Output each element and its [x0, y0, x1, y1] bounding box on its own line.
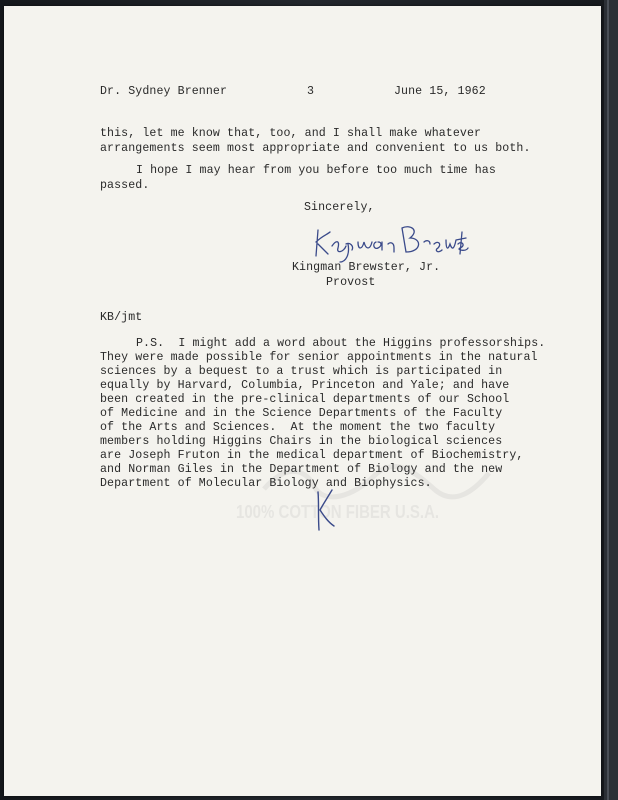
postscript-initial-handwritten: [310, 486, 340, 536]
postscript-line: of Medicine and in the Science Departments of the Faculty: [100, 407, 503, 420]
paper-watermark: 100% COTTON FIBER U.S.A.: [236, 502, 440, 523]
letter-page: [4, 6, 601, 796]
signature: [310, 222, 470, 264]
body-line: arrangements seem most appropriate and convenient to us both.: [100, 142, 531, 155]
scan-edge-strip: [604, 0, 618, 800]
signer-name: Kingman Brewster, Jr.: [292, 261, 441, 274]
body-line: I hope I may hear from you before too much time has: [136, 164, 496, 177]
header-recipient: Dr. Sydney Brenner: [100, 85, 228, 98]
header-date: June 15, 1962: [394, 85, 486, 98]
typist-initials: KB/jmt: [100, 311, 143, 324]
body-line: passed.: [100, 179, 150, 192]
postscript-line: been created in the pre-clinical departments of our School: [100, 393, 510, 406]
postscript-line: of the Arts and Sciences. At the moment the two faculty: [100, 421, 496, 434]
postscript-line: Department of Molecular Biology and Biophysics.: [100, 477, 432, 490]
postscript-line: and Norman Giles in the Department of Biology and the new: [100, 463, 503, 476]
postscript-line: P.S. I might add a word about the Higgins professorships.: [136, 337, 546, 350]
body-line: this, let me know that, too, and I shall make whatever: [100, 127, 482, 140]
postscript-line: They were made possible for senior appointments in the natural: [100, 351, 538, 364]
postscript-line: members holding Higgins Chairs in the biological sciences: [100, 435, 503, 448]
postscript-line: equally by Harvard, Columbia, Princeton and Yale; and have: [100, 379, 510, 392]
postscript-line: sciences by a bequest to a trust which is participated in: [100, 365, 503, 378]
closing-salutation: Sincerely,: [304, 201, 375, 214]
header-page-number: 3: [307, 85, 315, 98]
signer-title: Provost: [326, 276, 376, 289]
postscript-line: are Joseph Fruton in the medical department of Biochemistry,: [100, 449, 524, 462]
